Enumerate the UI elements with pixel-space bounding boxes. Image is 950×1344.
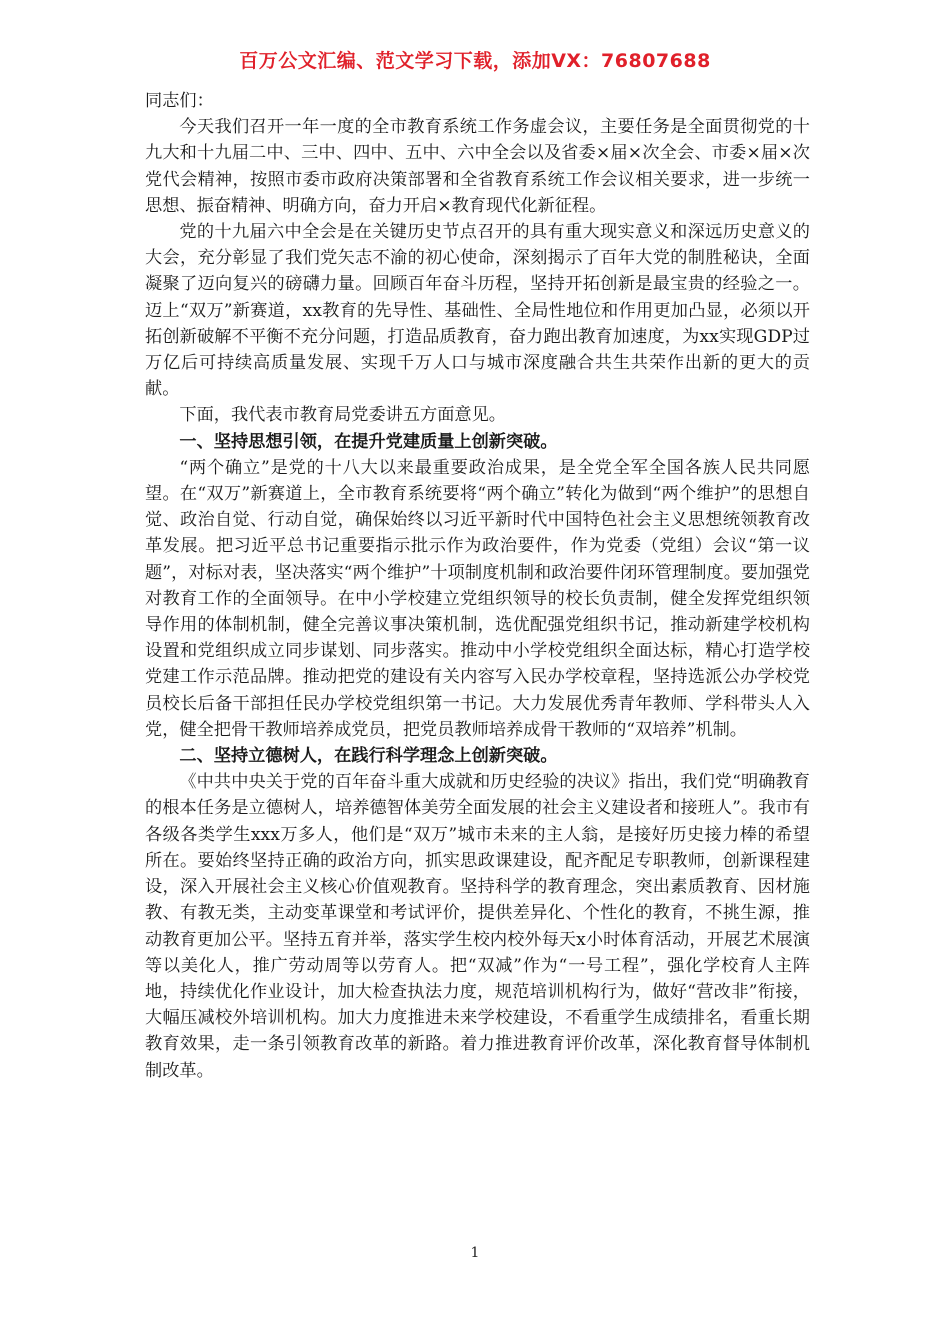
salutation: 同志们： <box>145 91 214 111</box>
paragraph-outline: 下面，我代表市教育局党委讲五方面意见。 <box>179 405 506 426</box>
download-banner: 百万公文汇编、范文学习下载，添加VX：76807688 <box>239 50 711 72</box>
section-body-2: 《中共中央关于党的百年奋斗重大成就和历史经验的决议》指出，我们党“明确教育的根本任务是立德树人，培养德智体美劳全面发展的社会主义建设者和接班人”。我市有各级各类学生xxx万多人，他们是“双万”城市未来的主人翁，是接好历史接力棒的希望所在。要始终坚持正确的政治方向，抓实思政课建设，配齐配足专职教师，创新课程建设，深入开展社会主义核心价值观教育。坚持科学的教育理念，突出素质教育、因材施教、有教无类，主动变革课堂和考试评价，提供差异化、个性化的教育，不挑生源，推动教育更加公平。坚持五育并举，落实学生校内校外每天x小时体育活动，开展艺术展演等以美化人，推广劳动周等以劳育人。把“双减”作为“一号工程”，强化学校育人主阵地，持续优化作业设计，加大检查执法力度，规范培训机构行为，做好“营改非”衔接，大幅压减校外培训机构。加大力度推进未来学校建设，不看重学生成绩排名，看重长期教育效果，走一条引领教育改革的新路。着力推进教育评价改革，深化教育督导体制机制改革。 <box>145 772 810 1081</box>
section-body-1: “两个确立”是党的十八大以来最重要政治成果，是全党全军全国各族人民共同愿望。在“双万”新赛道上，全市教育系统要将“两个确立”转化为做到“两个维护”的思想自觉、政治自觉、行动自觉，确保始终以习近平新时代中国特色社会主义思想统领教育改革发展。把习近平总书记重要指示批示作为政治要件，作为党委（党组）会议“第一议题”，对标对表，坚决落实“两个维护”十项制度机制和政治要件闭环管理制度。要加强党对教育工作的全面领导。在中小学校建立党组织领导的校长负责制，健全发挥党组织领导作用的体制机制，健全完善议事决策机制，选优配强党组织书记，推动新建学校机构设置和党组织成立同步谋划、同步落实。推动中小学校党组织全面达标，精心打造学校党建工作示范品牌。推动把党的建设有关内容写入民办学校章程，坚持选派公办学校党员校长后备干部担任民办学校党组织第一书记。大力发展优秀青年教师、学科带头人入党，健全把骨干教师培养成党员，把党员教师培养成骨干教师的“双培养”机制。 <box>145 457 810 740</box>
section-heading-1: 一、坚持思想引领，在提升党建质量上创新突破。 <box>179 431 558 452</box>
document-body <box>145 88 810 1084</box>
page-number: 1 <box>470 1245 480 1261</box>
section-heading-2: 二、坚持立德树人，在践行科学理念上创新突破。 <box>179 746 558 767</box>
paragraph-plenary: 党的十九届六中全会是在关键历史节点召开的具有重大现实意义和深远历史意义的大会，充分彰显了我们党矢志不渝的初心使命，深刻揭示了百年大党的制胜秘诀，全面凝聚了迈向复兴的磅礴力量。回顾百年奋斗历程，坚持开拓创新是最宝贵的经验之一。迈上“双万”新赛道，xx教育的先导性、基础性、全局性地位和作用更加凸显，必须以开拓创新破解不平衡不充分问题，打造品质教育，奋力跑出教育加速度，为xx实现GDP过万亿后可持续高质量发展、实现千万人口与城市深度融合共生共荣作出新的更大的贡献。 <box>145 222 810 400</box>
paragraph-intro: 今天我们召开一年一度的全市教育系统工作务虚会议，主要任务是全面贯彻党的十九大和十九届二中、三中、四中、五中、六中全会以及省委×届×次全会、市委×届×次党代会精神，按照市委市政府决策部署和全省教育系统工作会议相关要求，进一步统一思想、振奋精神、明确方向，奋力开启×教育现代化新征程。 <box>145 117 810 216</box>
